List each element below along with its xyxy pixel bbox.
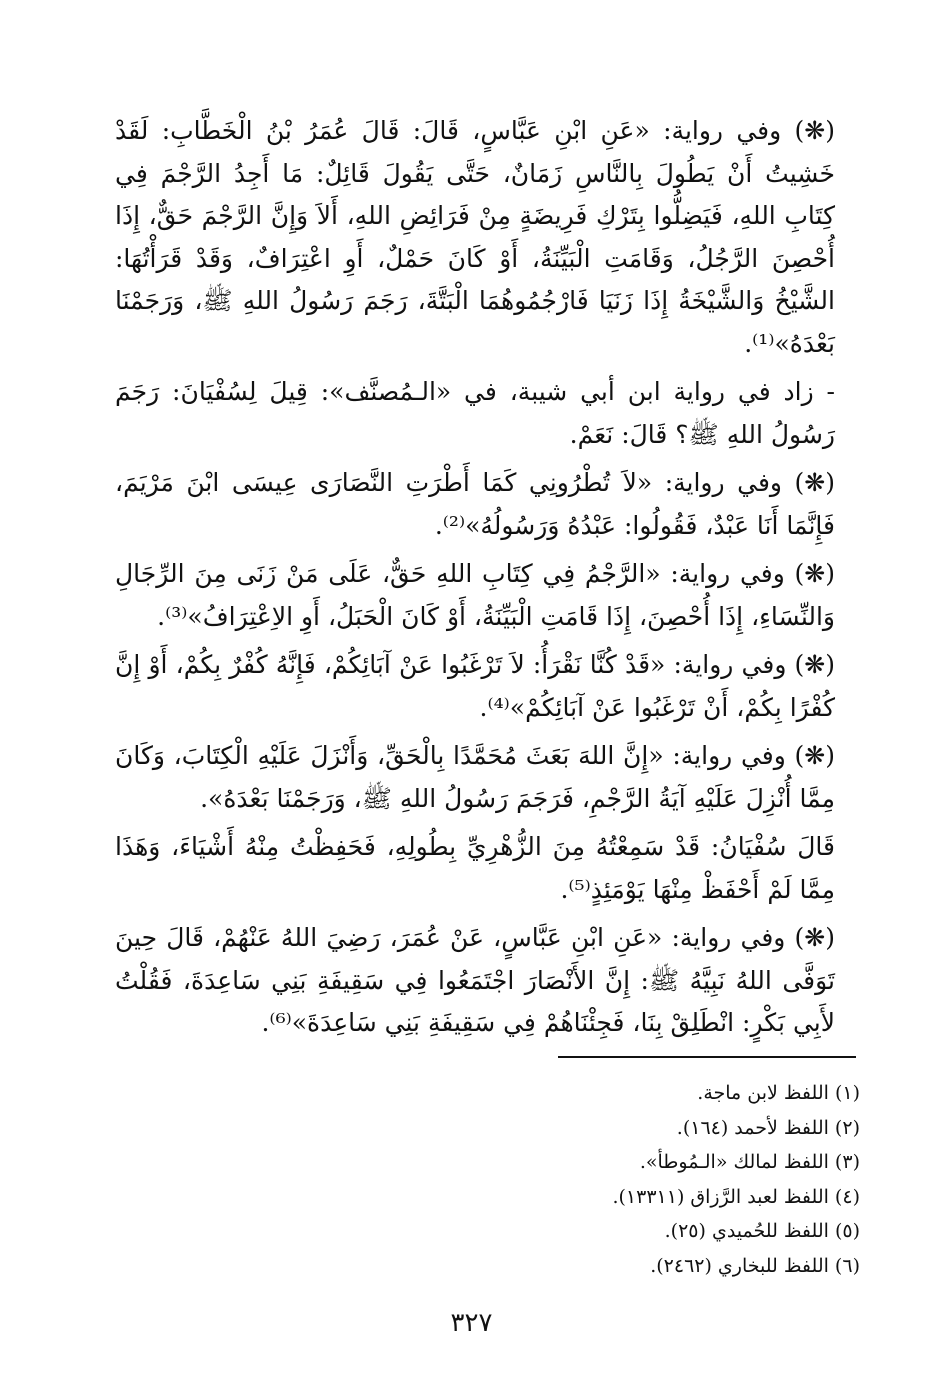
footnote: (٦) اللفظ للبخاري (٢٤٦٢). [650,1254,860,1277]
footnote: (٣) اللفظ لمالك «الـمُوطأ». [639,1151,860,1173]
footnote-divider [558,1056,856,1058]
paragraph: (❋) وفي رواية: «الرَّجْمُ فِي كِتَابِ اللهِ حَقٌّ، عَلَى مَنْ زَنَى مِنَ الرِّجَالِ وَالنِّسَاءِ، إِذَا أُحْصِنَ، إِذَا قَامَتِ الْبَيِّنَةُ، أَوْ كَانَ الْحَبَلُ، أَوِ الاِعْتِرَافُ»⁽³⁾. [115,559,835,631]
paragraph: قَالَ سُفْيَانُ: قَدْ سَمِعْتُهُ مِنَ الزُّهْرِيِّ بِطُولِهِ، فَحَفِظْتُ مِنْهُ أَشْيَاءَ، وَهَذَا مِمَّا لَمْ أَحْفَظْ مِنْهَا يَوْمَئِذٍ⁽⁵⁾. [115,832,835,904]
footnote: (١) اللفظ لابن ماجة. [697,1082,860,1104]
main-text [115,110,835,1051]
paragraph: (❋) وفي رواية: «قَدْ كُنَّا نَقْرَأُ: لاَ تَرْغَبُوا عَنْ آبَائِكُمْ، فَإِنَّهُ كُفْرٌ بِكُمْ، أَوْ إِنَّ كُفْرًا بِكُمْ، أَنْ تَرْغَبُوا عَنْ آبَائِكُمْ»⁽⁴⁾. [115,650,835,722]
paragraph: (❋) وفي رواية: «عَنِ ابْنِ عَبَّاسٍ، عَنْ عُمَرَ، رَضِيَ اللهُ عَنْهُمْ، قَالَ حِينَ تَوَفَّى اللهُ نَبِيَّهُ ﷺ: إِنَّ الأَنْصَارَ اجْتَمَعُوا فِي سَقِيفَةِ بَنِي سَاعِدَةَ، فَقُلْتُ لأَبِي بَكْرٍ: انْطَلِقْ بِنَا، فَجِئْنَاهُمْ فِي سَقِيفَةِ بَنِي سَاعِدَةَ»⁽⁶⁾. [115,923,835,1037]
footnote: (٢) اللفظ لأحمد (١٦٤). [676,1116,860,1139]
paragraph: (❋) وفي رواية: «عَنِ ابْنِ عَبَّاسٍ، قَالَ: قَالَ عُمَرُ بْنُ الْخَطَّابِ: لَقَدْ خَشِيتُ أَنْ يَطُولَ بِالنَّاسِ زَمَانٌ، حَتَّى يَقُولَ قَائِلٌ: مَا أَجِدُ الرَّجْمَ فِي كِتَابِ اللهِ، فَيَضِلُّوا بِتَرْكِ فَرِيضَةٍ مِنْ فَرَائِضِ اللهِ، أَلاَ وَإِنَّ الرَّجْمَ حَقٌّ، إِذَا أُحْصِنَ الرَّجُلُ، وَقَامَتِ الْبَيِّنَةُ، أَوْ كَانَ حَمْلٌ، أَوِ اعْتِرَافٌ، وَقَدْ قَرَأْتُهَا: الشَّيْخُ وَالشَّيْخَةُ إِذَا زَنَيَا فَارْجُمُوهُمَا الْبَتَّةَ، رَجَمَ رَسُولُ اللهِ ﷺ، وَرَجَمْنَا بَعْدَهُ»⁽¹⁾. [115,116,835,358]
footnote: (٤) اللفظ لعبد الرَّزاق (١٣٣١١). [612,1185,860,1208]
footnote: (٥) اللفظ للحُميدي (٢٥). [664,1220,860,1242]
paragraph: (❋) وفي رواية: «إِنَّ اللهَ بَعَثَ مُحَمَّدًا بِالْحَقِّ، وَأَنْزَلَ عَلَيْهِ الْكِتَابَ، وَكَانَ مِمَّا أُنْزِلَ عَلَيْهِ آيَةُ الرَّجْمِ، فَرَجَمَ رَسُولُ اللهِ ﷺ، وَرَجَمْنَا بَعْدَهُ». [115,741,835,813]
page-number: ٣٢٧ [450,1308,493,1338]
footnotes [430,1076,860,1283]
paragraph: - زاد في رواية ابن أبي شيبة، في «الـمُصنَّف»: قِيلَ لِسُفْيَانَ: رَجَمَ رَسُولُ اللهِ ﷺ؟ قَالَ: نَعَمْ. [115,377,835,449]
paragraph: (❋) وفي رواية: «لاَ تُطْرُونِي كَمَا أَطْرَتِ النَّصَارَى عِيسَى ابْنَ مَرْيَمَ، فَإِنَّمَا أَنَا عَبْدٌ، فَقُولُوا: عَبْدُهُ وَرَسُولُهُ»⁽²⁾. [115,468,835,540]
